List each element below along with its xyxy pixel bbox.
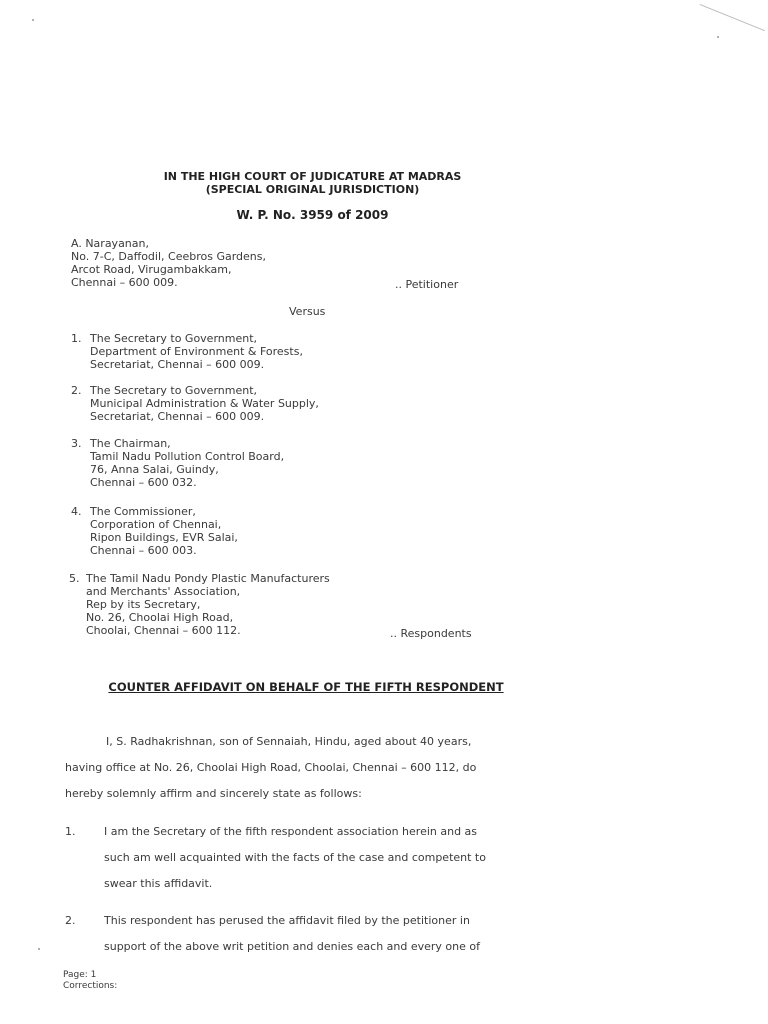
intro-line: having office at No. 26, Choolai High Road, Choolai, Chennai – 600 112, do (65, 761, 477, 774)
respondent-number: 1. (71, 332, 82, 345)
paragraph-line: such am well acquainted with the facts of the case and competent to (104, 851, 486, 864)
intro-line: I, S. Radhakrishnan, son of Sennaiah, Hindu, aged about 40 years, (106, 735, 472, 748)
petitioner-line: No. 7-C, Daffodil, Ceebros Gardens, (71, 250, 266, 263)
page-number: Page: 1 (63, 970, 97, 980)
respondent-line: Department of Environment & Forests, (90, 345, 303, 358)
respondent-line: Municipal Administration & Water Supply, (90, 397, 319, 410)
scan-speck (38, 948, 40, 950)
respondent-line: The Commissioner, (90, 505, 196, 518)
respondent-line: The Secretary to Government, (90, 384, 258, 397)
affidavit-title: COUNTER AFFIDAVIT ON BEHALF OF THE FIFTH RESPONDENT (108, 680, 504, 694)
respondent-line: No. 26, Choolai High Road, (86, 611, 234, 624)
respondent-line: and Merchants' Association, (86, 585, 241, 598)
respondent-line: Choolai, Chennai – 600 112. (86, 624, 241, 637)
paragraph-number: 1. (65, 825, 76, 838)
intro-line: hereby solemnly affirm and sincerely state as follows: (65, 787, 362, 800)
respondent-line: Chennai – 600 003. (90, 544, 197, 557)
corrections-label: Corrections: (63, 981, 118, 991)
respondents-role: .. Respondents (390, 627, 472, 640)
respondent-line: Ripon Buildings, EVR Salai, (90, 531, 238, 544)
respondent-line: 76, Anna Salai, Guindy, (90, 463, 219, 476)
respondent-line: Corporation of Chennai, (90, 518, 222, 531)
respondent-number: 4. (71, 505, 82, 518)
court-name: IN THE HIGH COURT OF JUDICATURE AT MADRAS (163, 170, 462, 183)
paragraph-line: This respondent has perused the affidavit filed by the petitioner in (104, 914, 470, 927)
versus-label: Versus (289, 305, 326, 318)
paragraph-line: I am the Secretary of the fifth respondent association herein and as (104, 825, 478, 838)
respondent-line: Rep by its Secretary, (86, 598, 201, 611)
respondent-line: Secretariat, Chennai – 600 009. (90, 410, 265, 423)
respondent-line: The Chairman, (90, 437, 171, 450)
paragraph-line: support of the above writ petition and denies each and every one of (104, 940, 480, 953)
respondent-line: Chennai – 600 032. (90, 476, 197, 489)
respondent-number: 5. (69, 572, 80, 585)
case-number: W. P. No. 3959 of 2009 (236, 208, 389, 222)
respondent-number: 3. (71, 437, 82, 450)
scan-edge-line (700, 4, 765, 31)
jurisdiction: (SPECIAL ORIGINAL JURISDICTION) (205, 183, 420, 196)
petitioner-line: A. Narayanan, (71, 237, 149, 250)
petitioner-line: Arcot Road, Virugambakkam, (71, 263, 232, 276)
respondent-line: The Secretary to Government, (90, 332, 258, 345)
petitioner-line: Chennai – 600 009. (71, 276, 178, 289)
paragraph-number: 2. (65, 914, 76, 927)
respondent-number: 2. (71, 384, 82, 397)
scan-speck (717, 36, 719, 38)
paragraph-line: swear this affidavit. (104, 877, 213, 890)
respondent-line: The Tamil Nadu Pondy Plastic Manufacturers (86, 572, 330, 585)
respondent-line: Tamil Nadu Pollution Control Board, (90, 450, 285, 463)
respondent-line: Secretariat, Chennai – 600 009. (90, 358, 265, 371)
petitioner-role: .. Petitioner (395, 278, 459, 291)
scan-speck (32, 19, 34, 21)
